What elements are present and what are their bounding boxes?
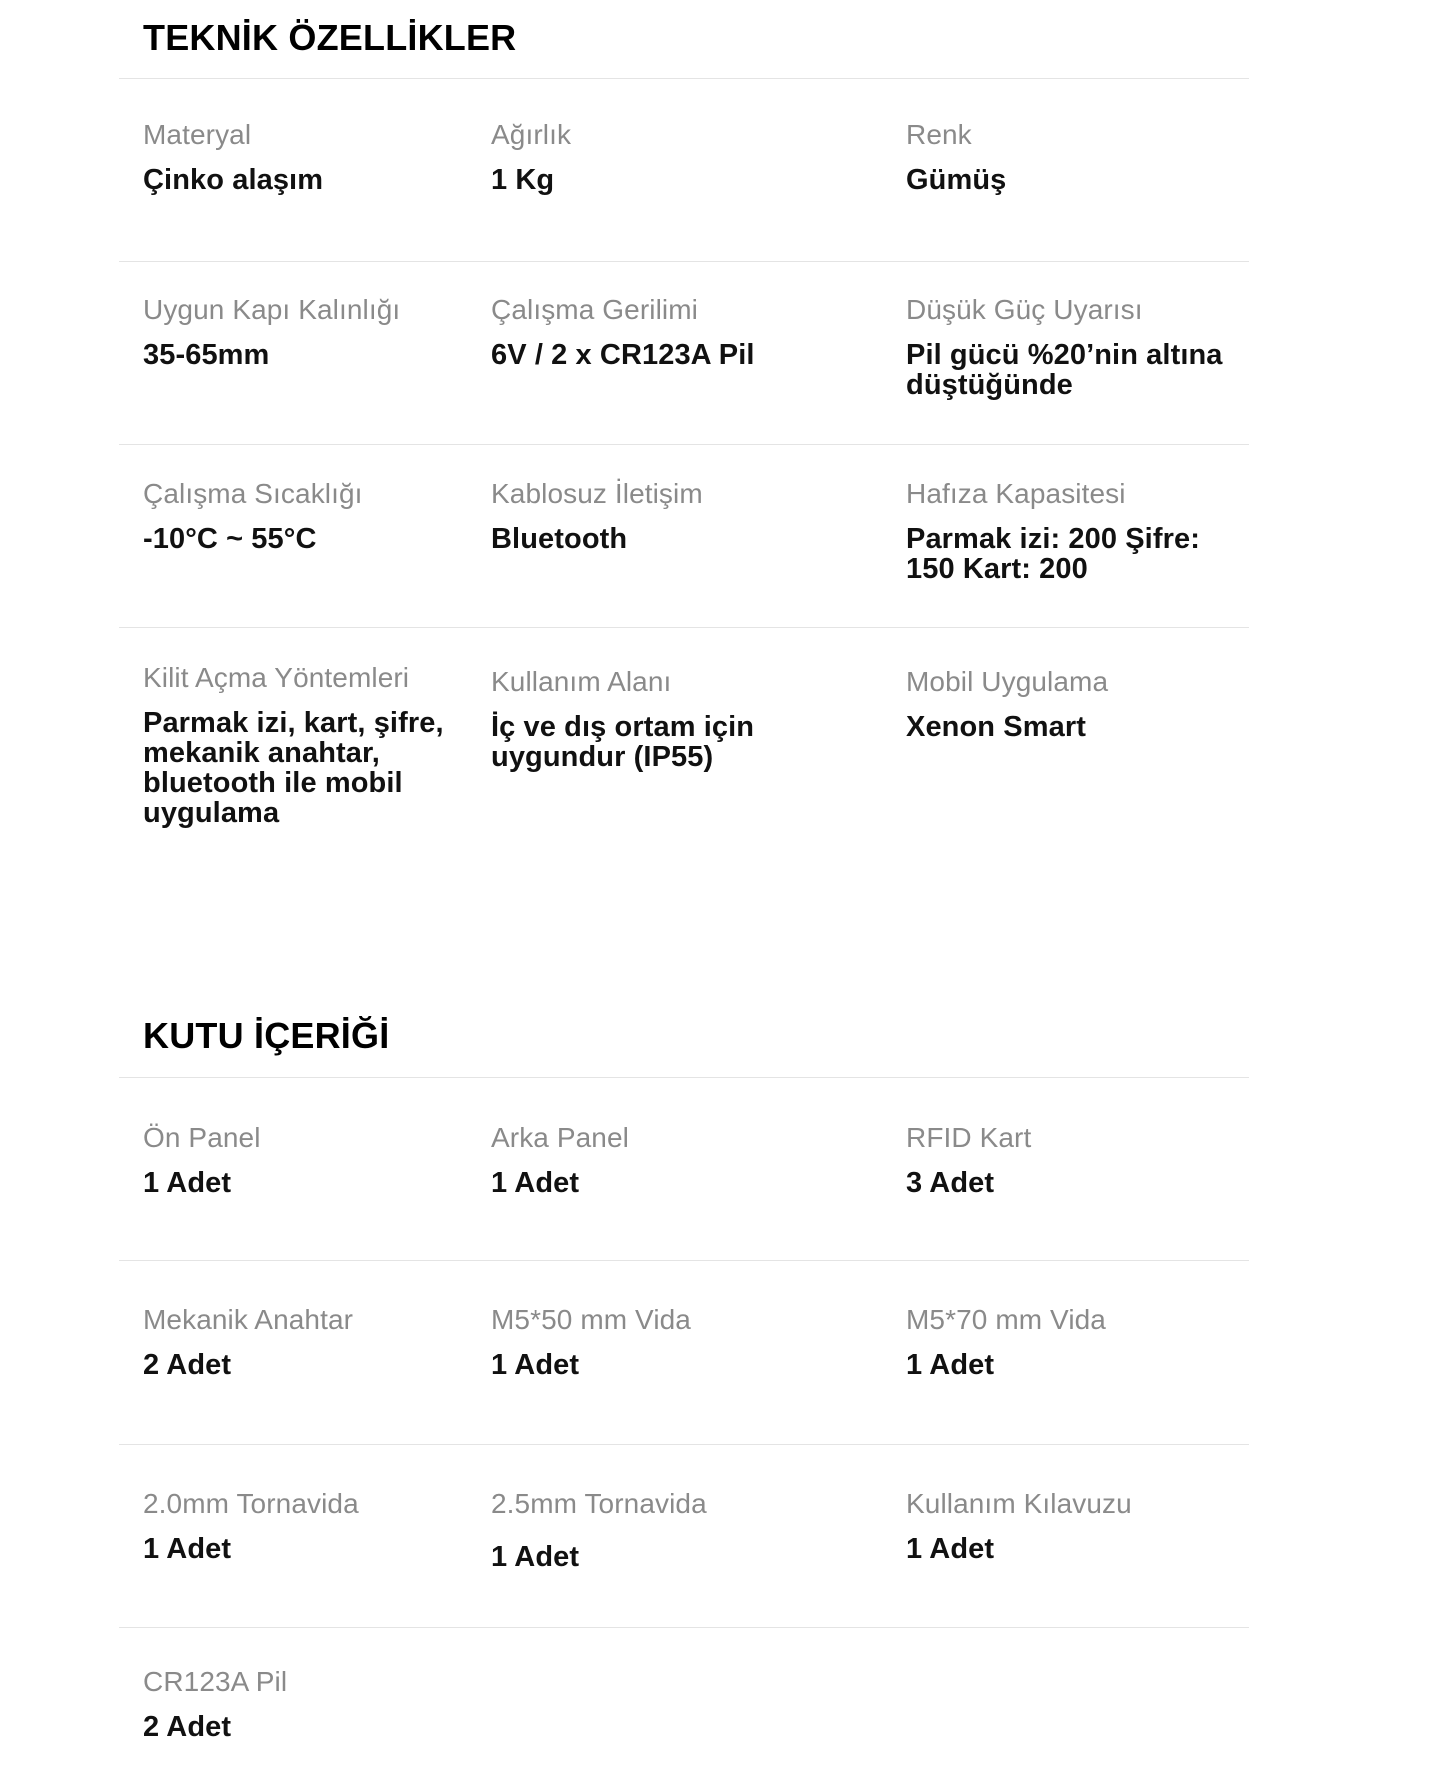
spec-label: Hafıza Kapasitesi	[906, 478, 1126, 509]
spec-item-door-thickness	[143, 294, 463, 370]
spec-label: Mobil Uygulama	[906, 666, 1109, 697]
box-row	[119, 1261, 1249, 1445]
spec-value: İç ve dış ortam için uygundur (IP55)	[491, 711, 755, 773]
box-label: Kullanım Kılavuzu	[906, 1488, 1132, 1519]
spec-item-color	[906, 119, 1256, 195]
box-quantity: 2 Adet	[143, 1349, 232, 1381]
box-item-m5-70-screw	[906, 1304, 1256, 1380]
box-label: CR123A Pil	[143, 1666, 288, 1697]
box-quantity: 1 Adet	[491, 1167, 580, 1199]
box-row	[119, 1445, 1249, 1628]
box-quantity: 2 Adet	[143, 1711, 232, 1743]
spec-label: Uygun Kapı Kalınlığı	[143, 294, 401, 325]
box-item-screwdriver-2-5	[491, 1488, 891, 1572]
spec-label: Düşük Güç Uyarısı	[906, 294, 1143, 325]
box-item-back-panel	[491, 1122, 891, 1198]
spec-label: Çalışma Sıcaklığı	[143, 478, 363, 509]
spec-label: Materyal	[143, 119, 252, 150]
spec-row	[119, 445, 1249, 628]
box-row	[119, 1628, 1249, 1743]
spec-item-material	[143, 119, 463, 195]
box-item-mechanical-key	[143, 1304, 463, 1380]
spec-value: -10°C ~ 55°C	[143, 523, 317, 555]
spec-value: Pil gücü %20’nin altına düştüğünde	[906, 339, 1223, 401]
spec-item-temperature	[143, 478, 463, 554]
box-row	[119, 1078, 1249, 1261]
spec-item-low-power	[906, 294, 1256, 400]
spec-row	[119, 79, 1249, 262]
spec-item-usage-area	[491, 666, 891, 772]
box-label: 2.0mm Tornavida	[143, 1488, 359, 1519]
box-quantity: 3 Adet	[906, 1167, 995, 1199]
technical-specs-section	[119, 18, 1249, 928]
spec-item-weight	[491, 119, 891, 195]
box-quantity: 1 Adet	[906, 1349, 995, 1381]
box-quantity: 1 Adet	[143, 1533, 232, 1565]
spec-row	[119, 262, 1249, 445]
box-item-user-manual	[906, 1488, 1256, 1564]
box-item-m5-50-screw	[491, 1304, 891, 1380]
box-label: 2.5mm Tornavida	[491, 1488, 707, 1519]
spec-item-voltage	[491, 294, 891, 370]
spec-value: Çinko alaşım	[143, 164, 324, 196]
box-label: Arka Panel	[491, 1122, 629, 1153]
spec-label: Renk	[906, 119, 972, 150]
spec-value: Xenon Smart	[906, 711, 1086, 743]
spec-value: 35-65mm	[143, 339, 270, 371]
box-quantity: 1 Adet	[906, 1533, 995, 1565]
spec-value: Parmak izi: 200 Şifre: 150 Kart: 200	[906, 523, 1200, 585]
box-label: Mekanik Anahtar	[143, 1304, 354, 1335]
box-quantity: 1 Adet	[491, 1349, 580, 1381]
box-item-screwdriver-2-0	[143, 1488, 463, 1564]
box-label: RFID Kart	[906, 1122, 1032, 1153]
spec-row	[119, 628, 1249, 928]
box-item-rfid-card	[906, 1122, 1256, 1198]
spec-value: Gümüş	[906, 164, 1007, 196]
spec-value: Bluetooth	[491, 523, 628, 555]
box-quantity: 1 Adet	[491, 1541, 580, 1573]
box-label: Ön Panel	[143, 1122, 261, 1153]
spec-item-wireless	[491, 478, 891, 554]
box-label: M5*50 mm Vida	[491, 1304, 691, 1335]
box-label: M5*70 mm Vida	[906, 1304, 1106, 1335]
box-contents-section	[119, 1015, 1249, 1743]
spec-label: Ağırlık	[491, 119, 572, 150]
spec-value: 1 Kg	[491, 164, 555, 196]
spec-label: Kilit Açma Yöntemleri	[143, 662, 410, 693]
spec-label: Kablosuz İletişim	[491, 478, 703, 509]
spec-label: Kullanım Alanı	[491, 666, 672, 697]
spec-label: Çalışma Gerilimi	[491, 294, 698, 325]
box-item-front-panel	[143, 1122, 463, 1198]
box-quantity: 1 Adet	[143, 1167, 232, 1199]
technical-specs-title: TEKNİK ÖZELLİKLER	[143, 17, 517, 58]
box-contents-title: KUTU İÇERİĞİ	[143, 1015, 390, 1056]
box-item-cr123a-battery	[143, 1666, 463, 1742]
spec-value: Parmak izi, kart, şifre, mekanik anahtar, bluetooth ile mobil uygulama	[143, 707, 444, 829]
spec-item-unlock-methods	[143, 662, 463, 828]
spec-item-memory	[906, 478, 1256, 584]
spec-item-mobile-app	[906, 666, 1256, 742]
spec-value: 6V / 2 x CR123A Pil	[491, 339, 755, 371]
